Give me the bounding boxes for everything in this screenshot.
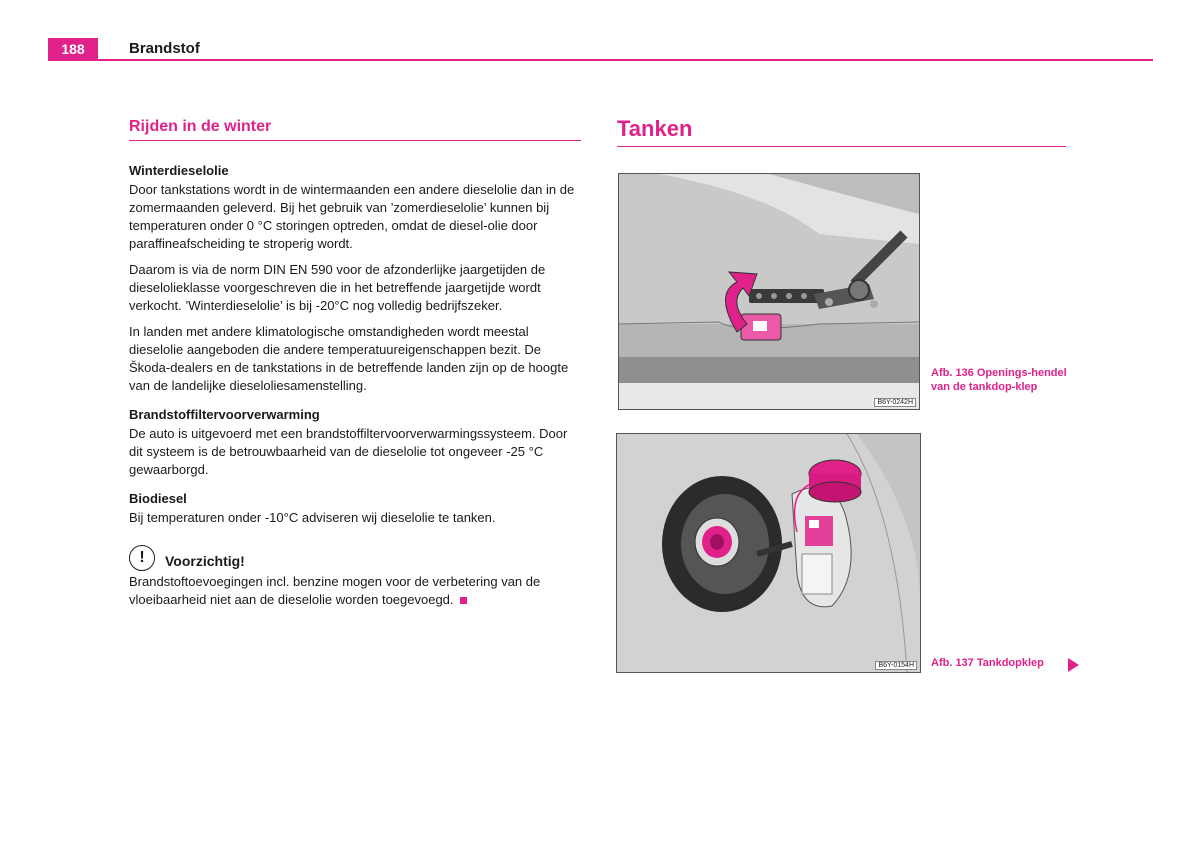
caution-header (129, 545, 581, 571)
heading-brandstoffilter: Brandstoffiltervoorverwarming (129, 407, 320, 422)
heading-biodiesel: Biodiesel (129, 491, 187, 506)
figure-fuel-cap (616, 433, 921, 673)
figure-code: B6Y-0242H (874, 398, 916, 407)
caution-text-body: Brandstoftoevoegingen incl. benzine mogen voor de verbetering van de vloeibaarheid niet aan de dieselolie worden toegevoegd. (129, 574, 541, 607)
caution-title: Voorzichtig! (165, 553, 245, 569)
fuel-cap-illustration (617, 434, 920, 672)
caution-text (129, 573, 581, 609)
header-rule (48, 59, 1153, 61)
section-title: Rijden in de winter (129, 118, 581, 141)
paragraph: In landen met andere klimatologische omstandigheden wordt meestal dieselolie aangeboden die andere temperatuureigenschappen bezit. De Škoda-dealers en de tankstations in de betreffende landen zijn op de hoogte van de landelijke dieseloliesamenstelling. (129, 324, 569, 393)
end-marker-icon (460, 597, 467, 604)
left-column (129, 118, 581, 617)
paragraph: De auto is uitgevoerd met een brandstoffiltervoorverwarmingssysteem. Door dit systeem is de betrouwbaarheid van de dieselolie tot ongeveer -25 °C gewaarborgd. (129, 426, 568, 477)
next-page-arrow-icon (1068, 658, 1079, 672)
main-title: Tanken (617, 116, 1066, 147)
paragraph: Bij temperaturen onder -10°C adviseren wij dieselolie te tanken. (129, 510, 496, 525)
figure-136-caption: Afb. 136 Openings-hendel van de tankdop-klep (931, 367, 1067, 393)
paragraph: Door tankstations wordt in de wintermaanden een andere dieselolie dan in de zomermaanden geleverd. Bij het gebruik van ’zomerdieselolie’ kunnen bij temperaturen onder 0 °C storingen optreden, omdat de diesel-olie door paraffineafscheiding te stroperig wordt. (129, 182, 575, 251)
heading-winterdieselolie: Winterdieselolie (129, 163, 229, 178)
lever-illustration (619, 174, 919, 409)
figure-fuel-flap-lever (618, 173, 920, 410)
page-number: 188 (48, 38, 98, 60)
figure-code: B6Y-0154H (875, 661, 917, 670)
paragraph: Daarom is via de norm DIN EN 590 voor de afzonderlijke jaargetijden de dieselolieklasse voorgeschreven die in het betreffende jaargetijde wordt verkocht. ’Winterdieselolie’ is bij -20°C nog volledig bedrijfszeker. (129, 262, 546, 313)
exclamation-circle-icon: ! (129, 545, 155, 571)
chapter-title: Brandstof (129, 40, 200, 57)
figure-137-caption: Afb. 137 Tankdopklep (931, 657, 1044, 669)
